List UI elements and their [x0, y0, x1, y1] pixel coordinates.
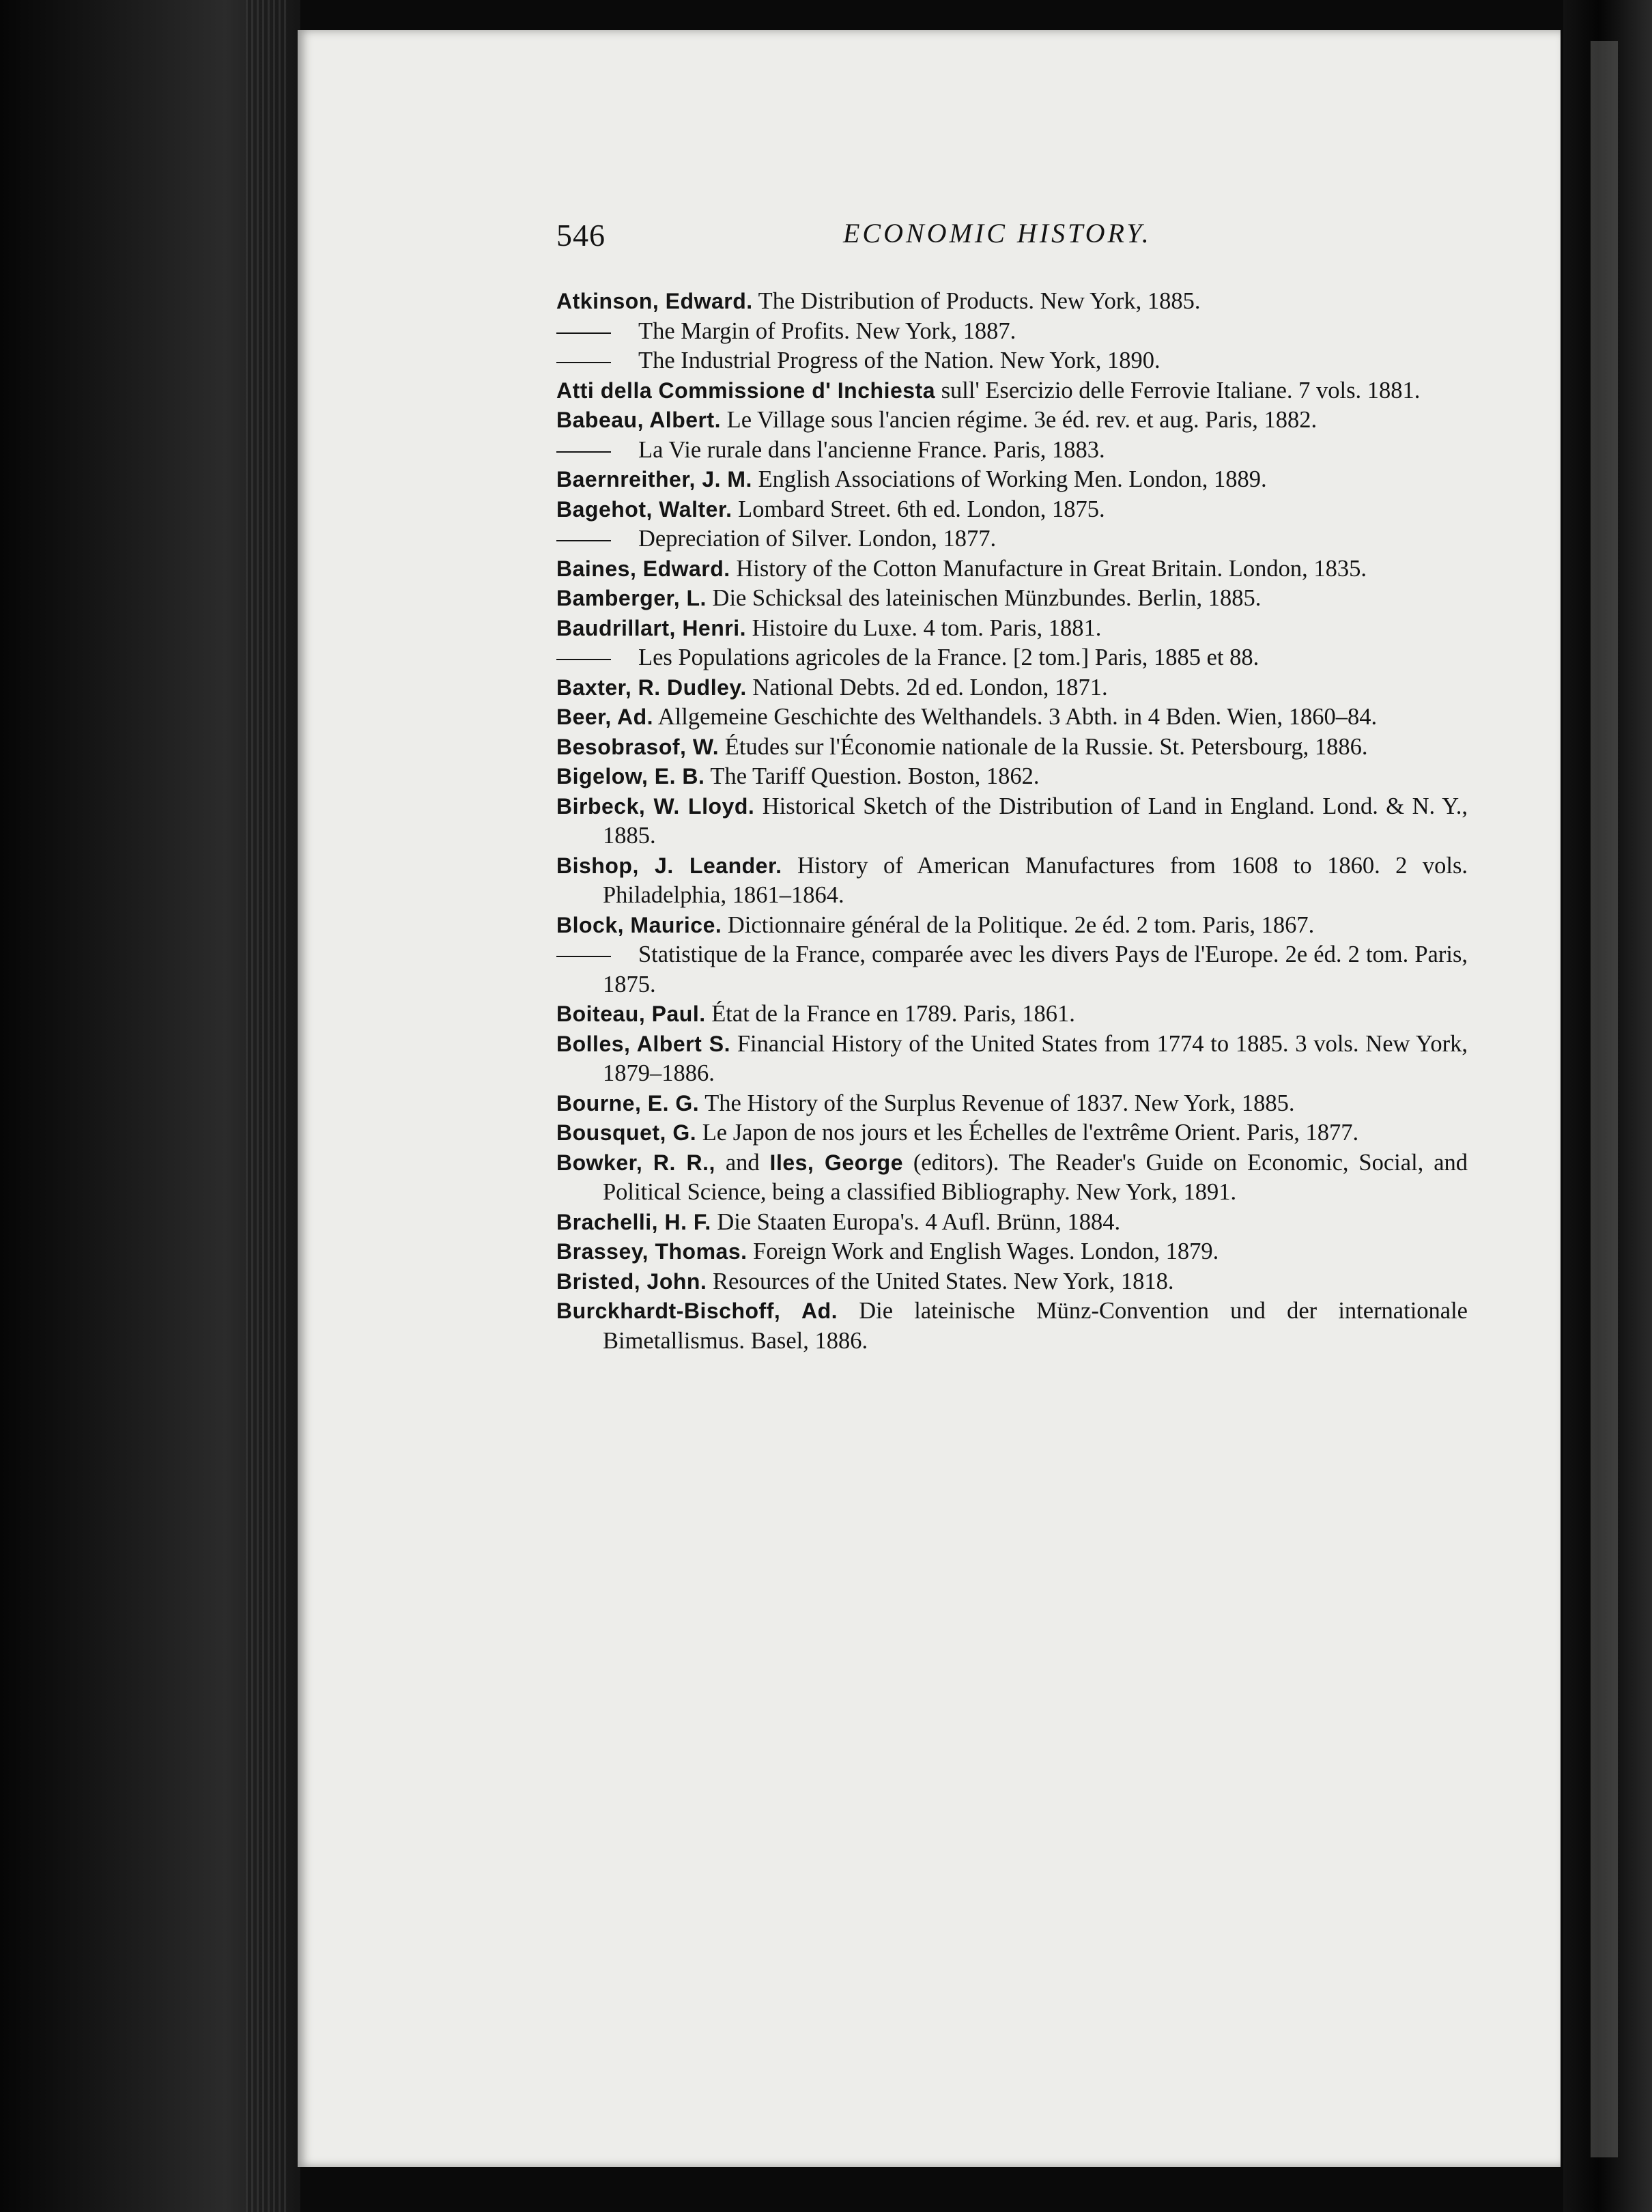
- entry-author: Boiteau, Paul.: [556, 1002, 706, 1026]
- bibliography-entry: [556, 1237, 1468, 1267]
- bibliography-entry: [556, 346, 1468, 376]
- bibliography-entry: [556, 1030, 1468, 1089]
- bibliography-entry: [556, 584, 1468, 614]
- bibliography-entry: [556, 733, 1468, 763]
- entry-text: Financial History of the United States from 1774 to 1885. 3 vols. New York, 1879–1886.: [603, 1030, 1468, 1086]
- bibliography-list: [556, 287, 1468, 1356]
- bibliography-entry: [556, 792, 1468, 851]
- ditto-dash: [556, 956, 611, 957]
- facing-page-sliver: [1591, 41, 1618, 2157]
- entry-text: La Vie rurale dans l'ancienne France. Paris, 1883.: [638, 436, 1105, 463]
- entry-author: Babeau, Albert.: [556, 408, 722, 432]
- entry-author: Baines, Edward.: [556, 556, 730, 581]
- bibliography-entry: [556, 643, 1468, 673]
- bibliography-entry: [556, 436, 1468, 466]
- running-head: [556, 217, 1437, 258]
- bibliography-entry: [556, 1118, 1468, 1148]
- bibliography-entry: [556, 911, 1468, 941]
- bibliography-entry: [556, 999, 1468, 1030]
- entry-author: Bousquet, G.: [556, 1120, 697, 1145]
- ditto-dash: [556, 451, 611, 453]
- entry-author: Block, Maurice.: [556, 912, 722, 937]
- entry-text: Die Schicksal des lateinischen Münzbundes. Berlin, 1885.: [706, 585, 1262, 611]
- bibliography-entry: [556, 940, 1468, 999]
- entry-text: The Industrial Progress of the Nation. New York, 1890.: [638, 348, 1160, 373]
- entry-author: Birbeck, W. Lloyd.: [556, 793, 755, 819]
- entry-author: Bristed, John.: [556, 1268, 707, 1294]
- entry-text: National Debts. 2d ed. London, 1871.: [746, 674, 1108, 700]
- entry-text: and: [715, 1149, 770, 1176]
- entry-text: English Associations of Working Men. London, 1889.: [752, 466, 1267, 492]
- bibliography-entry: [556, 1296, 1468, 1356]
- entry-author: Burckhardt-Bischoff, Ad.: [556, 1299, 838, 1323]
- entry-text: The History of the Surplus Revenue of 1837. New York, 1885.: [699, 1090, 1295, 1116]
- entry-author: Bamberger, L.: [556, 586, 707, 610]
- entry-text: Allgemeine Geschichte des Welthandels. 3 Abth. in 4 Bden. Wien, 1860–84.: [653, 704, 1378, 730]
- entry-text: Die lateinische Münz-Convention und der internationale Bimetallismus. Basel, 1886.: [603, 1298, 1468, 1354]
- entry-text: Historical Sketch of the Distribution of Land in England. Lond. & N. Y., 1885.: [603, 793, 1468, 849]
- page-title: ECONOMIC HISTORY.: [843, 218, 1152, 249]
- entry-author: Baernreither, J. M.: [556, 467, 752, 492]
- entry-author: Baudrillart, Henri.: [556, 615, 746, 640]
- entry-text: Études sur l'Économie nationale de la Russie. St. Petersbourg, 1886.: [719, 733, 1368, 760]
- entry-author: Bourne, E. G.: [556, 1090, 700, 1116]
- entry-author: Baxter, R. Dudley.: [556, 675, 747, 700]
- entry-text: Histoire du Luxe. 4 tom. Paris, 1881.: [746, 614, 1102, 641]
- page-edges: [246, 0, 287, 2212]
- entry-text: (editors). The Reader's Guide on Economic, Social, and Political Science, being a classified Bibliography. New York, 1891.: [603, 1149, 1468, 1205]
- bibliography-entry: [556, 1148, 1468, 1208]
- bibliography-entry: [556, 614, 1468, 644]
- entry-text: sull' Esercizio delle Ferrovie Italiane. 7 vols. 1881.: [935, 377, 1421, 403]
- bibliography-entry: [556, 406, 1468, 436]
- bibliography-entry: [556, 376, 1468, 406]
- entry-author: Brachelli, H. F.: [556, 1209, 711, 1234]
- bibliography-entry: [556, 1089, 1468, 1119]
- entry-author: Bagehot, Walter.: [556, 496, 732, 522]
- bibliography-entry: [556, 762, 1468, 792]
- entry-text: The Margin of Profits. New York, 1887.: [638, 317, 1016, 344]
- bibliography-entry: [556, 673, 1468, 703]
- ditto-dash: [556, 332, 611, 334]
- entry-author: Bowker, R. R.,: [556, 1150, 715, 1175]
- entry-text: Resources of the United States. New York, 1818.: [707, 1268, 1174, 1294]
- entry-text: Les Populations agricoles de la France. [2 tom.] Paris, 1885 et 88.: [638, 644, 1259, 670]
- entry-text: Le Japon de nos jours et les Échelles de l'extrême Orient. Paris, 1877.: [696, 1120, 1359, 1146]
- entry-author: Bolles, Albert S.: [556, 1031, 731, 1056]
- entry-text: Le Village sous l'ancien régime. 3e éd. rev. et aug. Paris, 1882.: [721, 407, 1318, 433]
- bibliography-entry: [556, 554, 1468, 584]
- bibliography-entry: [556, 524, 1468, 554]
- bibliography-entry: [556, 495, 1468, 525]
- page-number: 546: [556, 218, 606, 253]
- entry-text: Lombard Street. 6th ed. London, 1875.: [732, 496, 1105, 522]
- entry-text: Dictionnaire général de la Politique. 2e éd. 2 tom. Paris, 1867.: [722, 911, 1315, 938]
- ditto-dash: [556, 362, 611, 363]
- entry-text: État de la France en 1789. Paris, 1861.: [705, 1001, 1075, 1027]
- entry-text: The Distribution of Products. New York, 1885.: [752, 288, 1201, 314]
- ditto-dash: [556, 659, 611, 660]
- bibliography-entry: [556, 465, 1468, 495]
- bibliography-entry: [556, 287, 1468, 317]
- entry-author: Bigelow, E. B.: [556, 764, 705, 789]
- entry-author: Atkinson, Edward.: [556, 289, 753, 313]
- entry-author: Brassey, Thomas.: [556, 1239, 747, 1264]
- ditto-dash: [556, 540, 611, 541]
- entry-text: History of the Cotton Manufacture in Great Britain. London, 1835.: [730, 555, 1367, 582]
- entry-text: The Tariff Question. Boston, 1862.: [704, 763, 1040, 789]
- entry-author: Atti della Commissione d' Inchiesta: [556, 378, 935, 403]
- bibliography-entry: [556, 851, 1468, 911]
- entry-text: Statistique de la France, comparée avec les divers Pays de l'Europe. 2e éd. 2 tom. Paris, 1875.: [603, 941, 1468, 997]
- bibliography-entry: [556, 703, 1468, 733]
- entry-text: History of American Manufactures from 1608 to 1860. 2 vols. Philadelphia, 1861–1864.: [603, 852, 1468, 908]
- bibliography-entry: [556, 317, 1468, 347]
- entry-text: Die Staaten Europa's. 4 Aufl. Brünn, 1884.: [711, 1208, 1121, 1235]
- bibliography-entry: [556, 1208, 1468, 1238]
- entry-author: Bishop, J. Leander.: [556, 853, 782, 878]
- entry-author: Iles, George: [769, 1150, 904, 1175]
- entry-text: Foreign Work and English Wages. London, 1879.: [747, 1238, 1219, 1264]
- entry-text: Depreciation of Silver. London, 1877.: [638, 526, 997, 552]
- entry-author: Beer, Ad.: [556, 705, 654, 729]
- bibliography-entry: [556, 1267, 1468, 1297]
- entry-author: Besobrasof, W.: [556, 734, 720, 759]
